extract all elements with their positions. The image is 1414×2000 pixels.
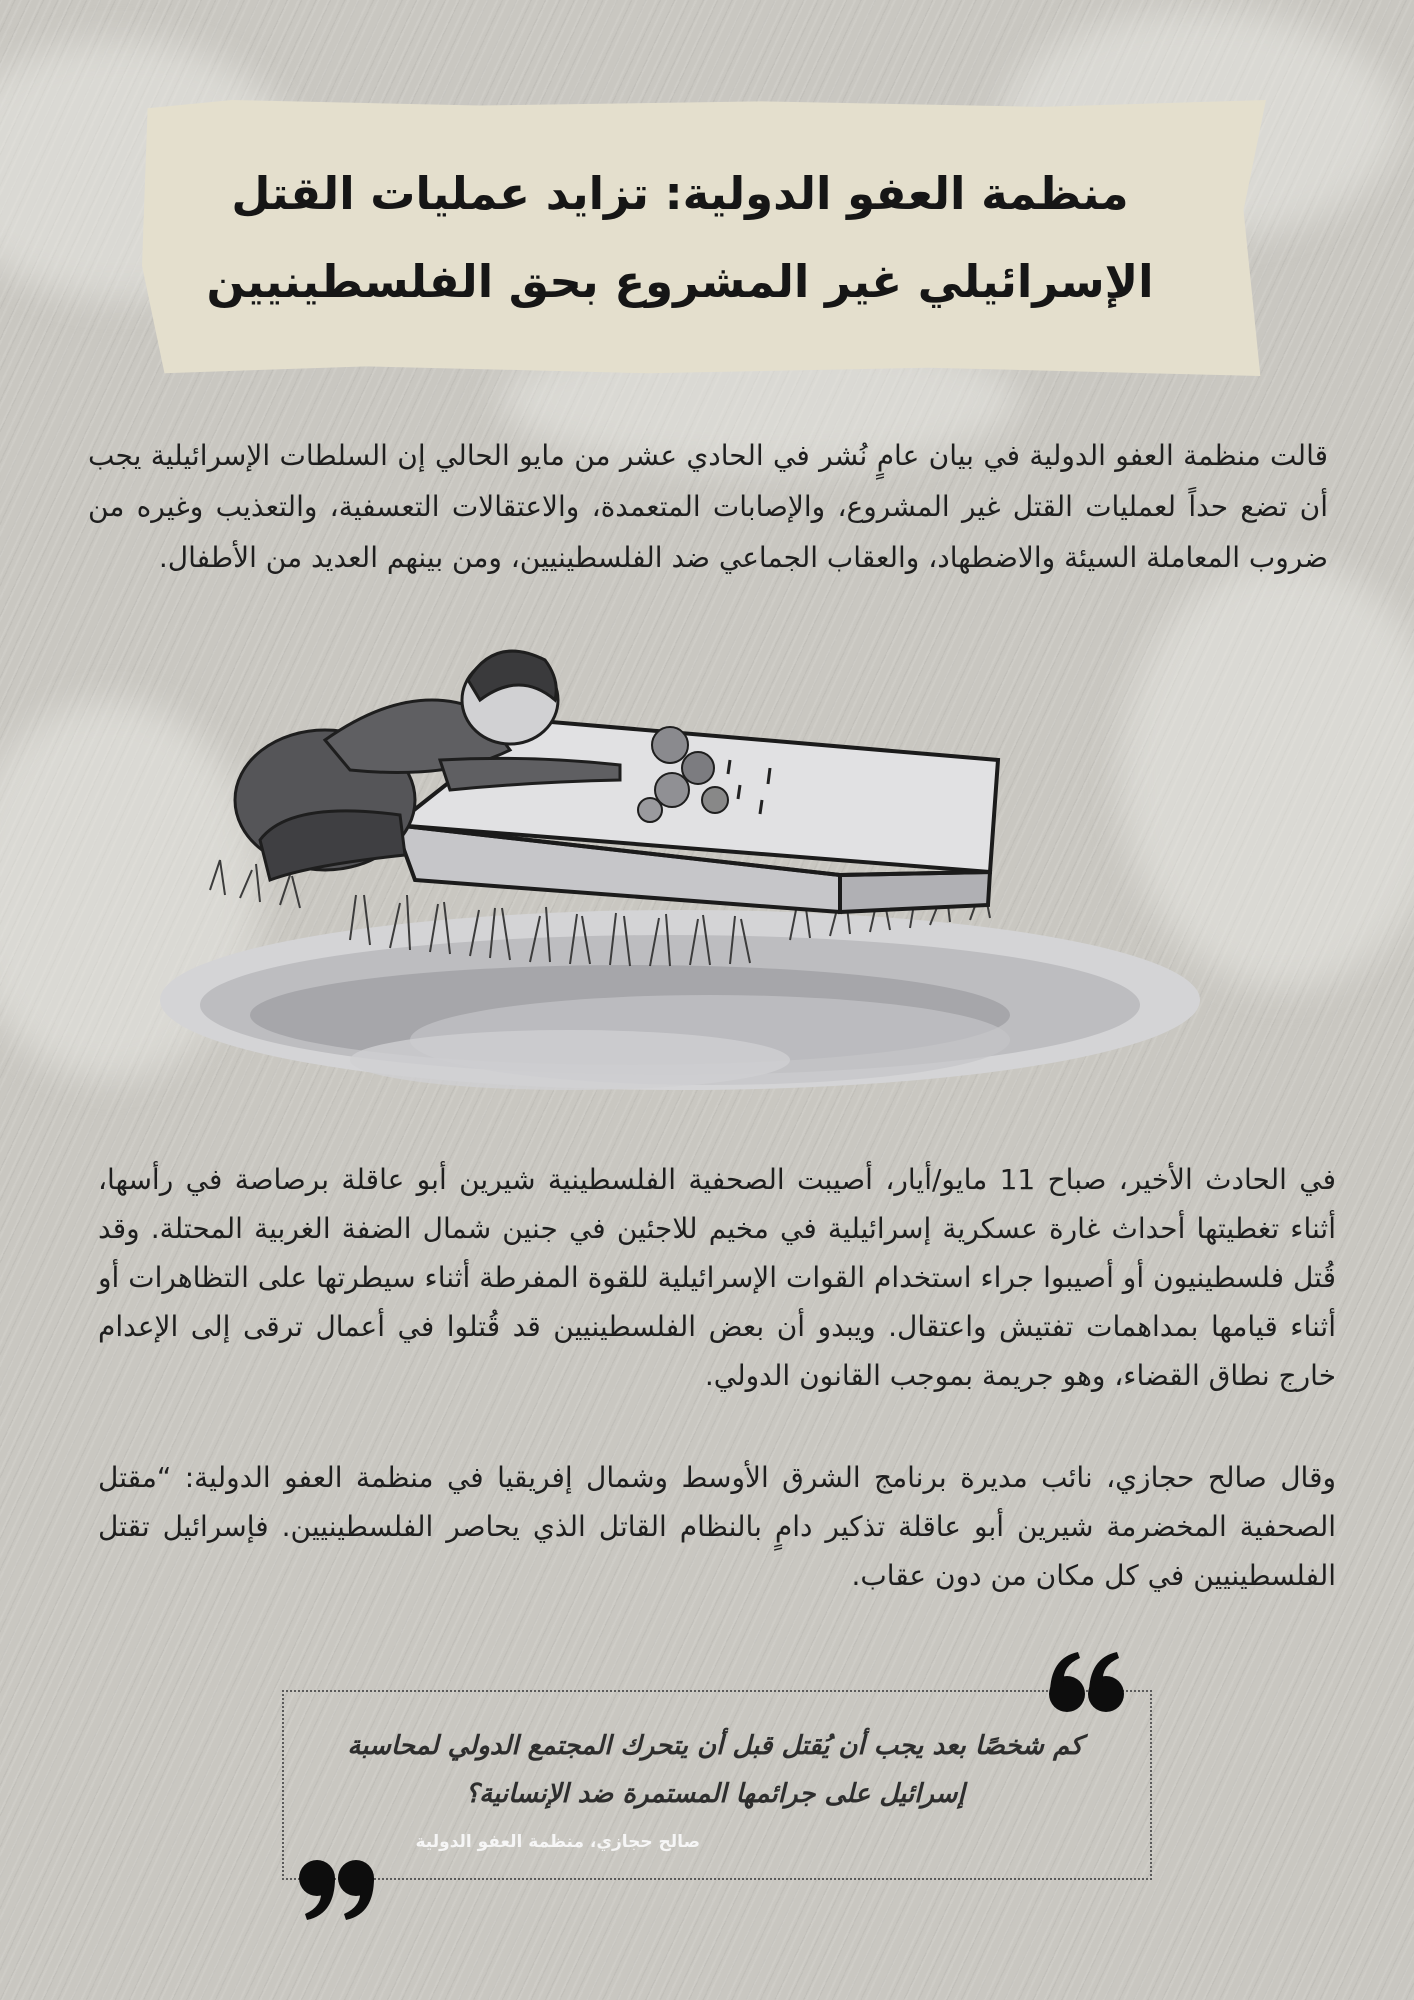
open-quote-icon [1048, 1650, 1126, 1716]
quote-attribution: صالح حجازي، منظمة العفو الدولية [415, 1832, 700, 1852]
intro-paragraph: قالت منظمة العفو الدولية في بيان عامٍ نُشر في الحادي عشر من مايو الحالي إن السلطات الإسرائيلية يجب أن تضع حداً لعمليات القتل غير المشروع، والإصابات المتعمدة، والاعتقالات التعسفية، والتعذيب وغيره من ضروب المعاملة السيئة والاضطهاد، والعقاب الجماعي ضد الفلسطينيين، ومن بينهم العديد من الأطفال. [88, 439, 1328, 574]
grave-illustration [150, 640, 1210, 1110]
body-paragraph-1: في الحادث الأخير، صباح 11 مايو/أيار، أصيبت الصحفية الفلسطينية شيرين أبو عاقلة برصاصة في رأسها، أثناء تغطيتها أحداث غارة عسكرية إسرائيلية في مخيم للاجئين في جنين شمال الضفة الغربية المحتلة. وقد قُتل فلسطينيون أو أصيبوا جراء استخدام القوات الإسرائيلية للقوة المفرطة أثناء سيطرتها على التظاهرات أو أثناء قيامها بمداهمات تفتيش واعتقال. ويبدو أن بعض الفلسطينيين قد قُتلوا في أعمال ترقى إلى الإعدام خارج نطاق القضاء، وهو جريمة بموجب القانون الدولي. [98, 1163, 1336, 1392]
close-quote-icon [298, 1856, 376, 1922]
pull-quote: كم شخصًا بعد يجب أن يُقتل قبل أن يتحرك المجتمع الدولي لمحاسبة إسرائيل على جرائمها المستمرة ضد الإنسانية؟ [347, 1731, 1083, 1809]
grave-ground [160, 910, 1200, 1090]
body-paragraph-2: وقال صالح حجازي، نائب مديرة برنامج الشرق الأوسط وشمال إفريقيا في منظمة العفو الدولية: “مقتل الصحفية المخضرمة شيرين أبو عاقلة تذكير دامٍ بالنظام القاتل الذي يحاصر الفلسطينيين. فإسرائيل تقتل الفلسطينيين في كل مكان من دون عقاب. [98, 1461, 1336, 1592]
page-title: منظمة العفو الدولية: تزايد عمليات القتل الإسرائيلي غير المشروع بحق الفلسطينيين [206, 167, 1154, 308]
